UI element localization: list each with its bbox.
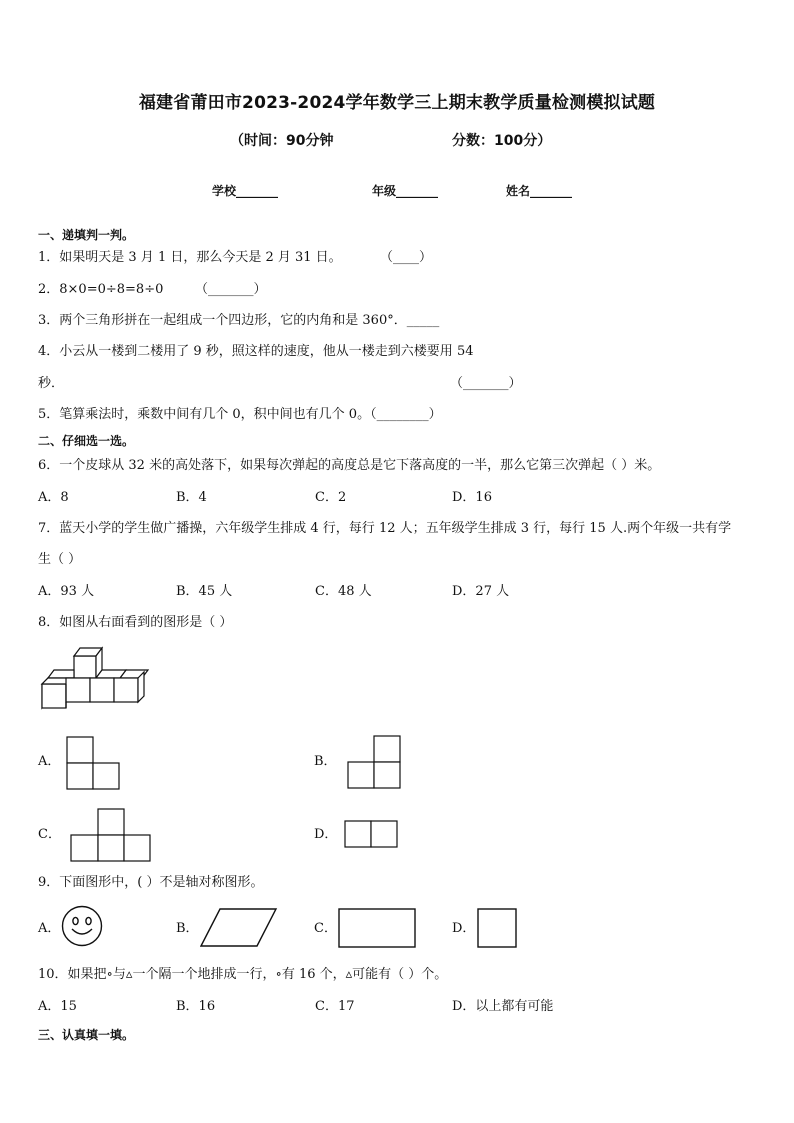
q6-option-c: C．2 bbox=[315, 490, 347, 505]
question-4-line2: 秒． bbox=[38, 376, 65, 391]
q7-option-d: D．27 人 bbox=[452, 584, 510, 599]
q7-option-a: A．93 人 bbox=[38, 584, 95, 599]
q8-option-b-figure bbox=[346, 735, 402, 789]
question-3: 3．两个三角形拼在一起组成一个四边形，它的内角和是 360°．_____ bbox=[38, 313, 440, 328]
question-2-blank: （_______） bbox=[195, 282, 267, 297]
grade-field: 年级_______ bbox=[372, 184, 439, 198]
question-7-line2: 生（ ） bbox=[38, 552, 82, 567]
question-9: 9．下面图形中，( ）不是轴对称图形。 bbox=[38, 875, 264, 890]
q8-option-b-label: B． bbox=[314, 754, 337, 769]
q8-option-a-label: A． bbox=[38, 754, 61, 769]
question-4-blank: （_______） bbox=[450, 376, 522, 391]
question-1: 1．如果明天是 3 月 1 日，那么今天是 2 月 31 日。 bbox=[38, 250, 342, 265]
school-field: 学校_______ bbox=[212, 184, 279, 198]
cube-stack-figure bbox=[40, 644, 156, 712]
square-figure bbox=[477, 908, 517, 948]
q9-option-b-label: B． bbox=[176, 921, 199, 936]
q7-option-b: B．45 人 bbox=[176, 584, 233, 599]
section2-heading: 二、仔细选一选。 bbox=[38, 434, 135, 448]
question-7-line1: 7．蓝天小学的学生做广播操，六年级学生排成 4 行，每行 12 人；五年级学生排成 3 行，每行 15 人.两个年级一共有学 bbox=[38, 521, 732, 536]
q10-option-c: C．17 bbox=[315, 999, 355, 1014]
question-1-blank: （____） bbox=[380, 250, 433, 265]
q7-option-c: C．48 人 bbox=[315, 584, 372, 599]
q6-option-b: B．4 bbox=[176, 490, 207, 505]
q6-option-d: D．16 bbox=[452, 490, 492, 505]
question-8: 8．如图从右面看到的图形是（ ） bbox=[38, 615, 233, 630]
q6-option-a: A．8 bbox=[38, 490, 69, 505]
question-5: 5．笔算乘法时，乘数中间有几个 0，积中间也有几个 0。（________） bbox=[38, 407, 442, 422]
q8-option-d-label: D． bbox=[314, 827, 338, 842]
parallelogram-figure bbox=[200, 908, 278, 948]
q8-option-a-figure bbox=[66, 736, 120, 790]
smiley-face-icon bbox=[61, 905, 103, 947]
name-field: 姓名_______ bbox=[506, 184, 573, 198]
q8-option-d-figure bbox=[344, 820, 400, 848]
q9-option-a-label: A． bbox=[38, 921, 61, 936]
q9-option-c-label: C． bbox=[314, 921, 337, 936]
exam-time: （时间：90分钟 bbox=[230, 133, 334, 149]
q10-option-d: D．以上都有可能 bbox=[452, 999, 554, 1014]
section3-heading: 三、认真填一填。 bbox=[38, 1028, 135, 1042]
q8-option-c-figure bbox=[70, 808, 152, 862]
q9-option-d-label: D． bbox=[452, 921, 476, 936]
q10-option-a: A．15 bbox=[38, 999, 77, 1014]
question-6: 6．一个皮球从 32 米的高处落下，如果每次弹起的高度总是它下落高度的一半，那么它第三次弹起（ ）米。 bbox=[38, 458, 661, 473]
rectangle-figure bbox=[338, 908, 416, 948]
exam-score: 分数：100分） bbox=[452, 133, 552, 149]
q10-option-b: B．16 bbox=[176, 999, 216, 1014]
section1-heading: 一、递填判一判。 bbox=[38, 228, 135, 242]
q8-option-c-label: C． bbox=[38, 827, 61, 842]
question-4-line1: 4．小云从一楼到二楼用了 9 秒，照这样的速度，他从一楼走到六楼要用 54 bbox=[38, 344, 474, 359]
exam-title: 福建省莆田市2023-2024学年数学三上期末教学质量检测模拟试题 bbox=[138, 93, 656, 113]
question-10: 10．如果把∘与▵一个隔一个地排成一行，∘有 16 个，▵可能有（ ）个。 bbox=[38, 967, 448, 982]
question-2: 2．8×0=0÷8=8÷0 bbox=[38, 282, 164, 297]
